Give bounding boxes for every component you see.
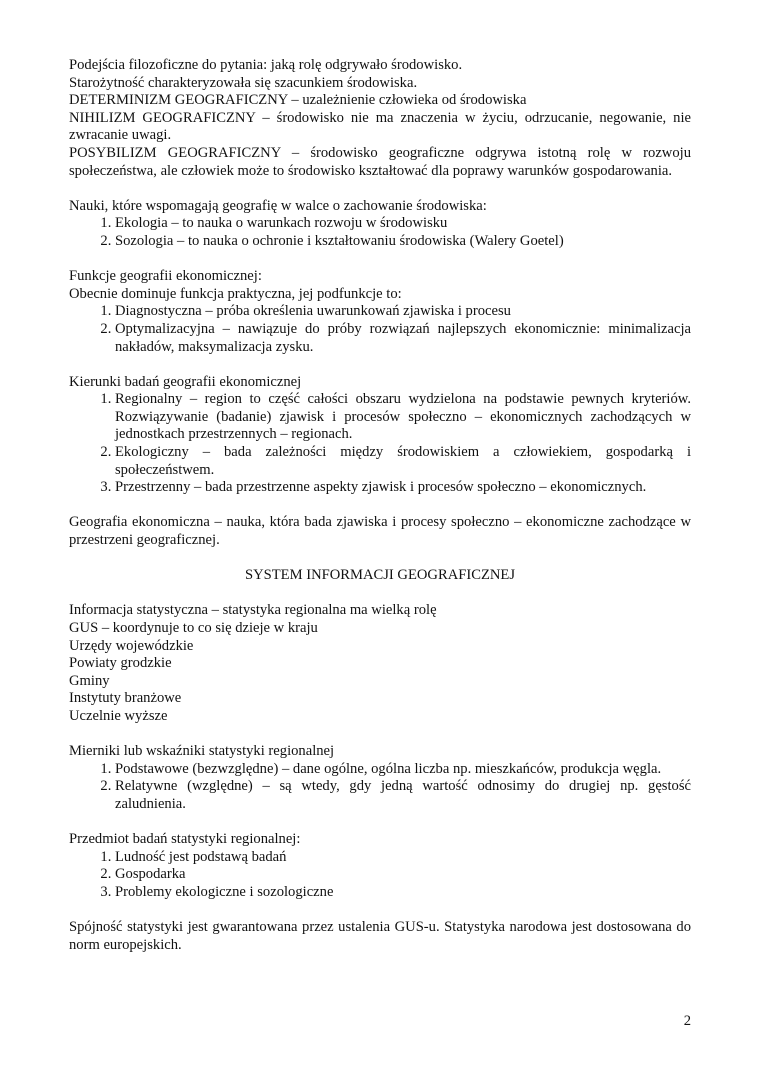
list-item: 2. Gospodarka (115, 866, 691, 884)
nauki-heading: Nauki, które wspomagają geografię w walce o zachowanie środowiska: (69, 197, 487, 214)
info-line: Uczelnie wyższe (69, 707, 168, 724)
info-line: Powiaty grodzkie (69, 655, 172, 672)
intro-line: POSYBILIZM GEOGRAFICZNY – środowisko geograficzne odgrywa istotną rolę w rozwoju społeczeństwa, ale człowiek może to środowisko kształtować dla poprawy warunków gospodarowania. (69, 144, 691, 179)
info-line: Gminy (69, 672, 110, 689)
intro-line: Starożytność charakteryzowała się szacunkiem środowiska. (69, 74, 418, 91)
list-item: 2. Optymalizacyjna – nawiązuje do próby rozwiązań najlepszych ekonomicznie: minimalizacja nakładów, maksymalizacja zysku. (115, 321, 691, 356)
info-line: Urzędy wojewódzkie (69, 637, 194, 654)
funkcje-heading: Funkcje geografii ekonomicznej: (69, 268, 262, 285)
list-item: 2. Sozologia – to nauka o ochronie i kształtowaniu środowiska (Walery Goetel) (115, 233, 691, 251)
page-content (69, 57, 691, 954)
info-line: Informacja statystyczna – statystyka regionalna ma wielką rolę (69, 602, 437, 619)
list-item: 3. Przestrzenny – bada przestrzenne aspekty zjawisk i procesów społeczno – ekonomicznych. (115, 479, 691, 497)
list-item: 1. Ekologia – to nauka o warunkach rozwoju w środowisku (115, 215, 691, 233)
info-line: GUS – koordynuje to co się dzieje w kraju (69, 620, 318, 636)
definition-paragraph: Geografia ekonomiczna – nauka, która bada zjawiska i procesy społeczno – ekonomiczne zachodzące w przestrzeni geograficznej. (69, 514, 691, 549)
mierniki-list (69, 761, 691, 814)
przedmiot-heading: Przedmiot badań statystyki regionalnej: (69, 831, 301, 848)
list-item: 3. Problemy ekologiczne i sozologiczne (115, 884, 691, 902)
intro-line: Podejścia filozoficzne do pytania: jaką rolę odgrywało środowisko. (69, 57, 463, 73)
list-item: 1. Regionalny – region to część całości obszaru wydzielona na podstawie pewnych kryteriów. Rozwiązywanie (badanie) zjawisk i procesów społeczno – ekonomicznych zachodzących w jednostkach przestrzennych – regionach. (115, 391, 691, 444)
funkcje-subheading: Obecnie dominuje funkcja praktyczna, jej podfunkcje to: (69, 285, 402, 302)
przedmiot-list (69, 849, 691, 902)
kierunki-heading: Kierunki badań geografii ekonomicznej (69, 373, 302, 390)
info-line: Instytuty branżowe (69, 690, 182, 707)
intro-line: NIHILIZM GEOGRAFICZNY – środowisko nie ma znaczenia w życiu, odrzucanie, negowanie, nie zwracanie uwagi. (69, 109, 691, 144)
list-item: 2. Relatywne (względne) – są wtedy, gdy jedną wartość odnosimy do drugiej np. gęstość zaludnienia. (115, 778, 691, 813)
list-item: 1. Ludność jest podstawą badań (115, 849, 691, 867)
closing-paragraph: Spójność statystyki jest gwarantowana przez ustalenia GUS-u. Statystyka narodowa jest dostosowana do norm europejskich. (69, 919, 691, 953)
intro-line: DETERMINIZM GEOGRAFICZNY – uzależnienie człowieka od środowiska (69, 92, 527, 109)
section-title: SYSTEM INFORMACJI GEOGRAFICZNEJ (244, 567, 515, 584)
list-item: 1. Diagnostyczna – próba określenia uwarunkowań zjawiska i procesu (115, 303, 691, 321)
mierniki-heading: Mierniki lub wskaźniki statystyki regionalnej (69, 743, 335, 760)
page-number: 2 (683, 1013, 691, 1029)
nauki-list (69, 215, 691, 250)
kierunki-list (69, 391, 691, 497)
list-item: 1. Podstawowe (bezwzględne) – dane ogólne, ogólna liczba np. mieszkańców, produkcja węgla. (115, 761, 691, 779)
list-item: 2. Ekologiczny – bada zależności między środowiskiem a człowiekiem, gospodarką i społeczeństwem. (115, 444, 691, 479)
funkcje-list (69, 303, 691, 356)
